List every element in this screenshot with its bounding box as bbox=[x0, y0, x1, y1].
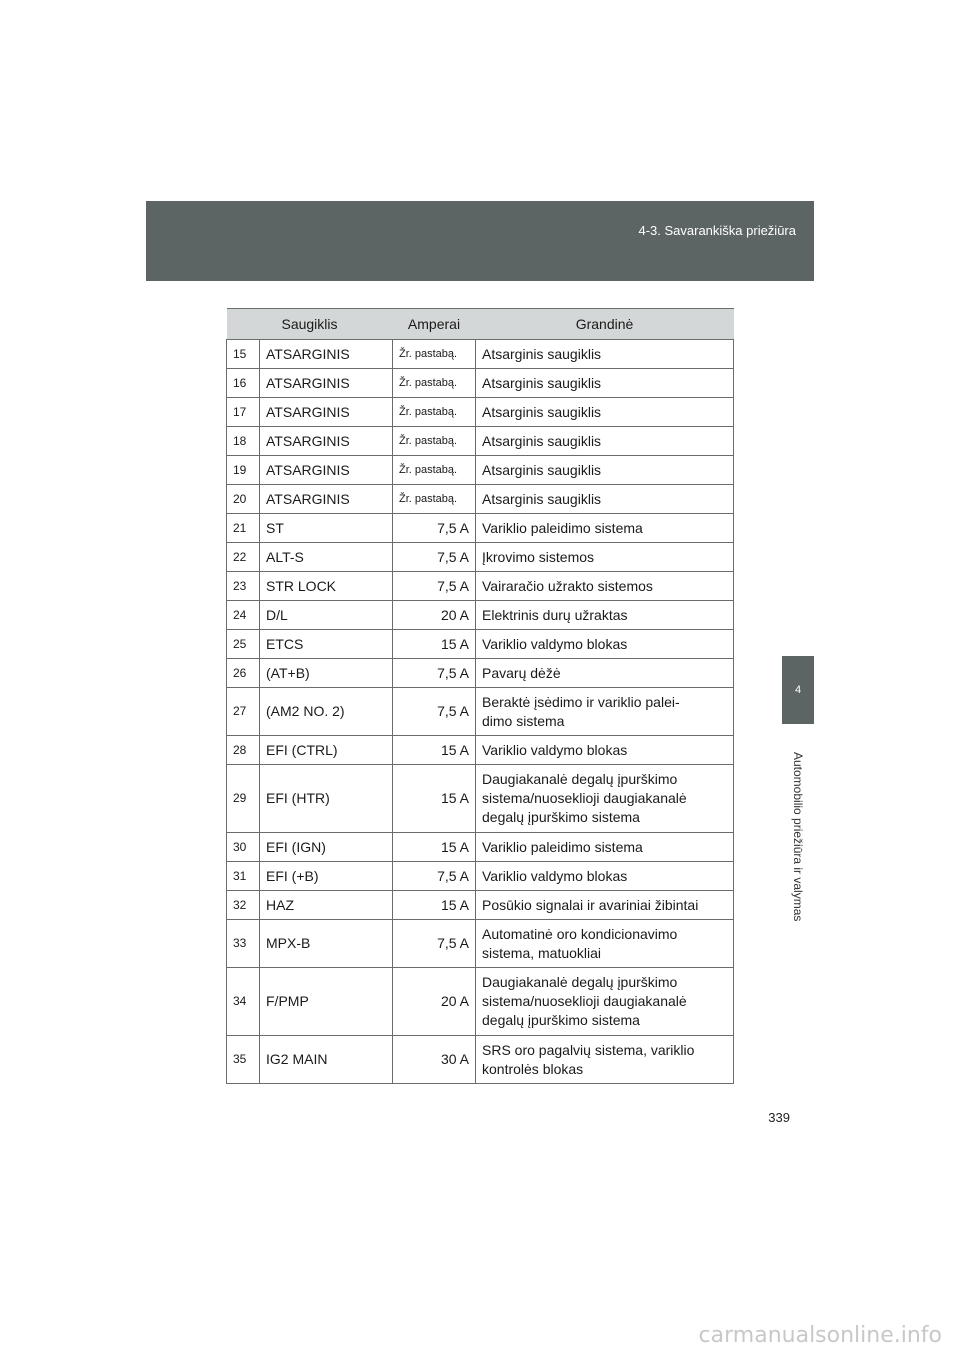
fuse-circuit: Variklio paleidimo sistema bbox=[476, 833, 734, 862]
fuse-name: EFI (HTR) bbox=[260, 765, 393, 833]
header-fuse: Saugiklis bbox=[227, 309, 393, 340]
fuse-table-header bbox=[227, 309, 734, 340]
fuse-number: 30 bbox=[227, 833, 260, 862]
table-row bbox=[227, 968, 734, 1036]
fuse-circuit: Pavarų dėžė bbox=[476, 659, 734, 688]
table-row bbox=[227, 630, 734, 659]
fuse-name: (AT+B) bbox=[260, 659, 393, 688]
fuse-name: ST bbox=[260, 514, 393, 543]
fuse-number: 35 bbox=[227, 1036, 260, 1084]
fuse-name: ATSARGINIS bbox=[260, 485, 393, 514]
fuse-amperage: 7,5 A bbox=[393, 688, 476, 736]
fuse-number: 29 bbox=[227, 765, 260, 833]
fuse-number: 17 bbox=[227, 398, 260, 427]
fuse-circuit: Automatinė oro kondicionavimo sistema, matuokliai bbox=[476, 920, 734, 968]
fuse-number: 20 bbox=[227, 485, 260, 514]
fuse-name: STR LOCK bbox=[260, 572, 393, 601]
table-row bbox=[227, 456, 734, 485]
fuse-name: F/PMP bbox=[260, 968, 393, 1036]
fuse-amperage: Žr. pastabą. bbox=[393, 340, 476, 369]
fuse-name: EFI (CTRL) bbox=[260, 736, 393, 765]
fuse-amperage: 15 A bbox=[393, 891, 476, 920]
fuse-circuit: Beraktė įsėdimo ir variklio palei- dimo sistema bbox=[476, 688, 734, 736]
table-row bbox=[227, 340, 734, 369]
fuse-name: ALT-S bbox=[260, 543, 393, 572]
fuse-amperage: Žr. pastabą. bbox=[393, 398, 476, 427]
fuse-circuit: Atsarginis saugiklis bbox=[476, 340, 734, 369]
fuse-name: (AM2 NO. 2) bbox=[260, 688, 393, 736]
fuse-name: EFI (+B) bbox=[260, 862, 393, 891]
fuse-amperage: 15 A bbox=[393, 833, 476, 862]
fuse-number: 33 bbox=[227, 920, 260, 968]
table-row bbox=[227, 920, 734, 968]
fuse-amperage: 30 A bbox=[393, 1036, 476, 1084]
fuse-number: 32 bbox=[227, 891, 260, 920]
fuse-number: 34 bbox=[227, 968, 260, 1036]
table-row bbox=[227, 862, 734, 891]
fuse-amperage: 7,5 A bbox=[393, 572, 476, 601]
fuse-circuit: Posūkio signalai ir avariniai žibintai bbox=[476, 891, 734, 920]
fuse-circuit: Variklio valdymo blokas bbox=[476, 736, 734, 765]
fuse-circuit: Atsarginis saugiklis bbox=[476, 398, 734, 427]
fuse-amperage: 7,5 A bbox=[393, 659, 476, 688]
chapter-tab[interactable] bbox=[782, 656, 814, 724]
table-row bbox=[227, 427, 734, 456]
fuse-amperage: Žr. pastabą. bbox=[393, 485, 476, 514]
fuse-circuit: Elektrinis durų užraktas bbox=[476, 601, 734, 630]
fuse-name: EFI (IGN) bbox=[260, 833, 393, 862]
fuse-circuit: Variklio valdymo blokas bbox=[476, 862, 734, 891]
table-row bbox=[227, 514, 734, 543]
fuse-number: 27 bbox=[227, 688, 260, 736]
table-row bbox=[227, 736, 734, 765]
fuse-number: 31 bbox=[227, 862, 260, 891]
table-row bbox=[227, 485, 734, 514]
table-row bbox=[227, 688, 734, 736]
fuse-amperage: Žr. pastabą. bbox=[393, 456, 476, 485]
fuse-number: 15 bbox=[227, 340, 260, 369]
table-row bbox=[227, 659, 734, 688]
fuse-amperage: 20 A bbox=[393, 601, 476, 630]
table-row bbox=[227, 572, 734, 601]
fuse-amperage: Žr. pastabą. bbox=[393, 369, 476, 398]
fuse-circuit: Variklio valdymo blokas bbox=[476, 630, 734, 659]
table-row bbox=[227, 765, 734, 833]
fuse-amperage: 7,5 A bbox=[393, 543, 476, 572]
header-amperage: Amperai bbox=[393, 309, 476, 340]
fuse-table bbox=[226, 308, 734, 1084]
fuse-name: IG2 MAIN bbox=[260, 1036, 393, 1084]
header-circuit: Grandinė bbox=[476, 309, 734, 340]
chapter-side-label bbox=[782, 732, 814, 942]
fuse-circuit: Atsarginis saugiklis bbox=[476, 427, 734, 456]
fuse-name: MPX-B bbox=[260, 920, 393, 968]
fuse-name: ETCS bbox=[260, 630, 393, 659]
fuse-circuit: SRS oro pagalvių sistema, variklio kontrolės blokas bbox=[476, 1036, 734, 1084]
page-number: 339 bbox=[768, 1110, 790, 1125]
table-row bbox=[227, 833, 734, 862]
fuse-amperage: 7,5 A bbox=[393, 514, 476, 543]
fuse-circuit: Daugiakanalė degalų įpurškimo sistema/nuoseklioji daugiakanalė degalų įpurškimo sistema bbox=[476, 765, 734, 833]
fuse-number: 21 bbox=[227, 514, 260, 543]
fuse-name: HAZ bbox=[260, 891, 393, 920]
fuse-number: 28 bbox=[227, 736, 260, 765]
table-row bbox=[227, 891, 734, 920]
fuse-circuit: Atsarginis saugiklis bbox=[476, 485, 734, 514]
table-row bbox=[227, 398, 734, 427]
chapter-tab-number: 4 bbox=[794, 684, 802, 696]
fuse-circuit: Įkrovimo sistemos bbox=[476, 543, 734, 572]
fuse-number: 22 bbox=[227, 543, 260, 572]
table-row bbox=[227, 543, 734, 572]
fuse-name: ATSARGINIS bbox=[260, 340, 393, 369]
fuse-number: 23 bbox=[227, 572, 260, 601]
fuse-amperage: 7,5 A bbox=[393, 862, 476, 891]
table-row bbox=[227, 1036, 734, 1084]
fuse-number: 26 bbox=[227, 659, 260, 688]
fuse-name: ATSARGINIS bbox=[260, 456, 393, 485]
fuse-circuit: Atsarginis saugiklis bbox=[476, 369, 734, 398]
fuse-amperage: 15 A bbox=[393, 765, 476, 833]
fuse-circuit: Variklio paleidimo sistema bbox=[476, 514, 734, 543]
fuse-circuit: Vairaračio užrakto sistemos bbox=[476, 572, 734, 601]
table-row bbox=[227, 601, 734, 630]
watermark-logo: carmanualsonline.info bbox=[698, 1323, 942, 1348]
fuse-name: ATSARGINIS bbox=[260, 369, 393, 398]
fuse-number: 18 bbox=[227, 427, 260, 456]
fuse-amperage: 15 A bbox=[393, 630, 476, 659]
fuse-amperage: Žr. pastabą. bbox=[393, 427, 476, 456]
fuse-name: D/L bbox=[260, 601, 393, 630]
section-header-band bbox=[146, 201, 814, 281]
table-row bbox=[227, 369, 734, 398]
fuse-circuit: Daugiakanalė degalų įpurškimo sistema/nuoseklioji daugiakanalė degalų įpurškimo sistema bbox=[476, 968, 734, 1036]
fuse-number: 19 bbox=[227, 456, 260, 485]
fuse-amperage: 20 A bbox=[393, 968, 476, 1036]
fuse-name: ATSARGINIS bbox=[260, 427, 393, 456]
fuse-number: 25 bbox=[227, 630, 260, 659]
fuse-amperage: 15 A bbox=[393, 736, 476, 765]
fuse-name: ATSARGINIS bbox=[260, 398, 393, 427]
section-title: 4-3. Savarankiška priežiūra bbox=[638, 223, 796, 238]
fuse-number: 24 bbox=[227, 601, 260, 630]
fuse-amperage: 7,5 A bbox=[393, 920, 476, 968]
chapter-title: Automobilio priežiūra ir valymas bbox=[791, 752, 805, 922]
fuse-number: 16 bbox=[227, 369, 260, 398]
fuse-circuit: Atsarginis saugiklis bbox=[476, 456, 734, 485]
